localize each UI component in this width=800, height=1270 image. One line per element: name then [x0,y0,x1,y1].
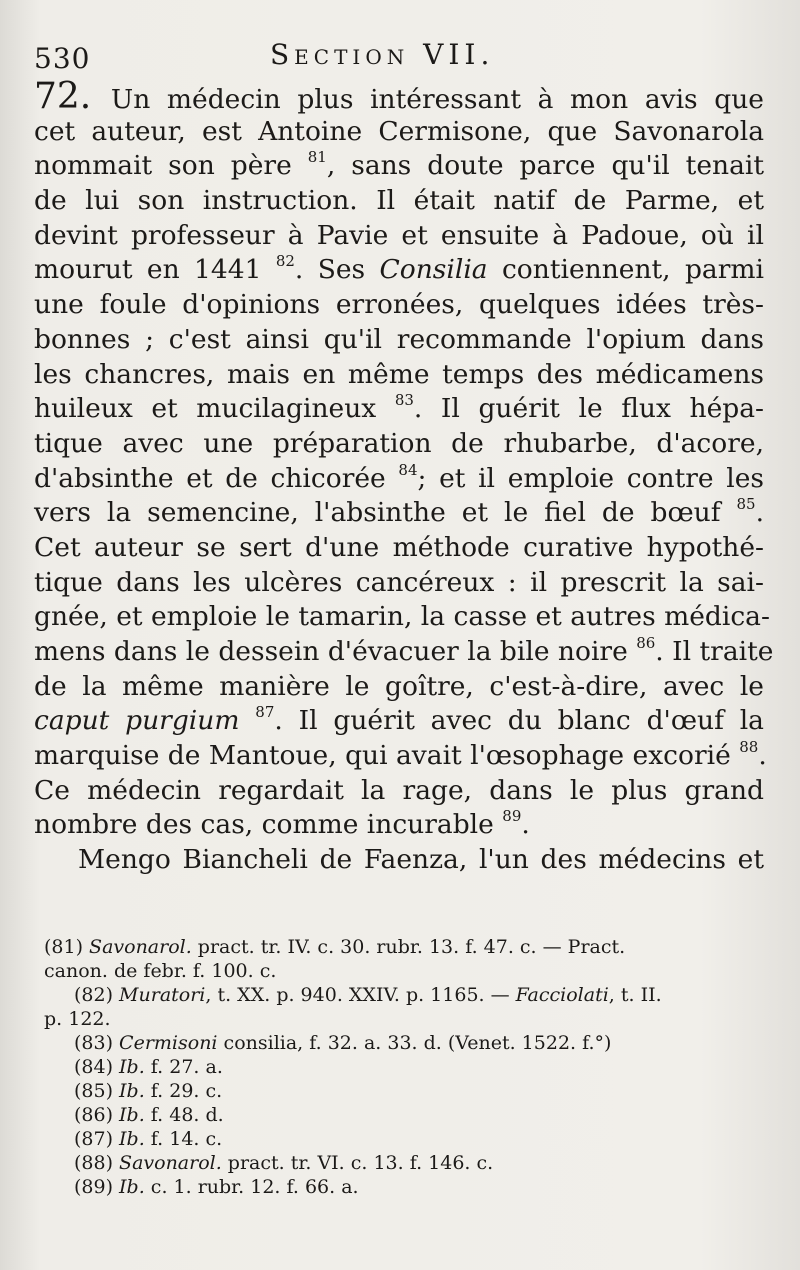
line-text: marquise de Mantoue, qui avait l'œsophage excorié [34,740,740,772]
italic-title: Consilia [379,254,488,286]
line-text: de lui son instruction. Il était natif de Parme, et [34,185,764,217]
footnote-87 [44,1127,764,1151]
footnote-source: Ib. [119,1056,145,1078]
line-text: . [755,497,764,529]
footnote-source: Savonarol. [119,1152,222,1174]
text-line [34,704,764,739]
text-line [34,808,764,843]
footnote-ref[interactable]: 89 [502,807,522,826]
line-text: . Il traite [655,636,774,667]
footnote-ref[interactable]: 87 [255,703,275,722]
text-line [34,496,764,531]
line-text: . Il guérit avec du blanc d'œuf la [274,705,764,737]
footnote-text: , t. II. [608,984,662,1006]
footnote-number: (83) [74,1032,120,1054]
line-text: contiennent, parmi [487,254,764,286]
italic-title: caput purgium [34,705,240,737]
footnote-text: , t. XX. p. 940. XXIV. p. 1165. — [205,984,516,1006]
paragraph-number: 72. [34,76,111,117]
footnote-number: (85) [74,1080,120,1102]
footnote-text: pract. tr. IV. c. 30. rubr. 13. f. 47. c. — Pract. [191,936,626,958]
text-line [34,566,764,601]
footnote-number: (89) [74,1176,120,1198]
line-text: cet auteur, est Antoine Cermisone, que Savonarola [34,115,764,147]
text-line [34,774,764,809]
footnote-83 [44,1031,764,1055]
section-title: Section VII. [270,38,495,71]
footnote-text: f. 14. c. [144,1128,223,1150]
line-text: Ce médecin regardait la rage, dans le plus grand [34,774,764,806]
line-text: tique dans les ulcères cancéreux : il prescrit la sai- [34,566,764,598]
text-line [34,427,764,462]
footnote-source: Ib. [119,1128,145,1150]
text-line [34,600,770,635]
footnote-text: c. 1. rubr. 12. f. 66. a. [144,1176,359,1198]
line-text: . Il guérit le flux hépa- [413,393,764,425]
footnote-source: Ib. [119,1176,145,1198]
footnote-source: Savonarol. [89,936,192,958]
footnote-text: p. 122. [44,1008,111,1030]
footnote-text: f. 27. a. [144,1056,223,1078]
line-text: . Ses [294,254,380,286]
footnotes [44,935,764,1199]
footnote-ref[interactable]: 86 [636,634,656,652]
line-text: Mengo Biancheli de Faenza, l'un des médecins et [78,844,764,876]
footnote-text: f. 29. c. [144,1080,223,1102]
footnote-number: (88) [74,1152,120,1174]
footnote-84 [44,1055,764,1079]
footnote-ref[interactable]: 88 [739,738,759,757]
footnote-82-cont [44,1007,764,1031]
text-line [34,219,764,254]
line-text: huileux et mucilagineux [34,393,395,425]
line-text: nommait son père [34,150,308,182]
line-text: vers la semencine, l'absinthe et le fiel de bœuf [34,497,737,529]
text-line [34,288,764,323]
text-line [34,323,764,358]
line-text: nombre des cas, comme incurable [34,809,503,841]
footnote-text: canon. de febr. f. 100. c. [44,960,277,982]
line-text: Cet auteur se sert d'une méthode curative hypothé- [34,531,764,563]
footnote-ref[interactable]: 84 [398,460,418,479]
line-text: bonnes ; c'est ainsi qu'il recommande l'opium dans [34,323,764,355]
line-text [239,705,255,736]
line-text: une foule d'opinions erronées, quelques idées très- [34,289,764,321]
footnote-ref[interactable]: 83 [394,391,414,410]
line-text: de la même manière le goître, c'est-à-dire, avec le [34,670,764,702]
footnote-number: (84) [74,1056,120,1078]
text-line [34,115,764,150]
main-text [34,76,774,878]
text-line [34,392,764,427]
line-text: d'absinthe et de chicorée [34,462,399,494]
footnote-source: Ib. [119,1104,145,1126]
line-text: . [521,809,530,841]
line-text: gnée, et emploie le tamarin, la casse et autres médica- [34,601,770,633]
footnote-number: (87) [74,1128,120,1150]
footnote-text: pract. tr. VI. c. 13. f. 146. c. [221,1152,494,1174]
text-line [34,149,764,184]
footnote-source: Ib. [119,1080,145,1102]
line-text: Un médecin plus intéressant à mon avis que [110,84,764,115]
line-text: , sans doute parce qu'il tenait [326,150,765,182]
line-text: mens dans le dessein d'évacuer la bile noire [34,636,637,667]
footnote-ref[interactable]: 85 [736,495,756,514]
footnote-text: f. 48. d. [144,1104,224,1126]
text-line [34,253,764,288]
footnote-86 [44,1103,764,1127]
text-line [34,531,764,566]
footnote-ref[interactable]: 82 [275,252,295,271]
footnote-81-cont [44,959,764,983]
footnote-source: Facciolati [515,984,609,1006]
text-line [34,76,764,117]
line-text: . [758,740,767,772]
text-line [34,634,774,670]
footnote-source: Cermisoni [119,1032,218,1054]
footnote-number: (82) [74,984,120,1006]
text-line [34,462,764,497]
footnote-ref[interactable]: 81 [307,148,327,167]
footnote-81 [44,935,764,959]
text-line [34,358,764,393]
line-text: mourut en 1441 [34,254,276,286]
page-number: 530 [34,42,91,75]
footnote-number: (81) [44,936,90,958]
paragraph-start-line [34,843,764,878]
footnote-text: consilia, f. 32. a. 33. d. (Venet. 1522. f.°) [217,1032,612,1054]
footnote-82 [44,983,764,1007]
text-line [34,738,767,774]
line-text: les chancres, mais en même temps des médicamens [34,358,764,390]
footnote-source: Muratori [119,984,206,1006]
line-text: ; et il emploie contre les [417,462,765,494]
text-line [34,670,764,705]
line-text: tique avec une préparation de rhubarbe, d'acore, [34,427,764,459]
footnote-89 [44,1175,764,1199]
footnote-88 [44,1151,764,1175]
running-head [0,34,800,74]
footnote-number: (86) [74,1104,120,1126]
footnote-85 [44,1079,764,1103]
text-line [34,184,764,219]
line-text: devint professeur à Pavie et ensuite à Padoue, où il [34,219,764,251]
